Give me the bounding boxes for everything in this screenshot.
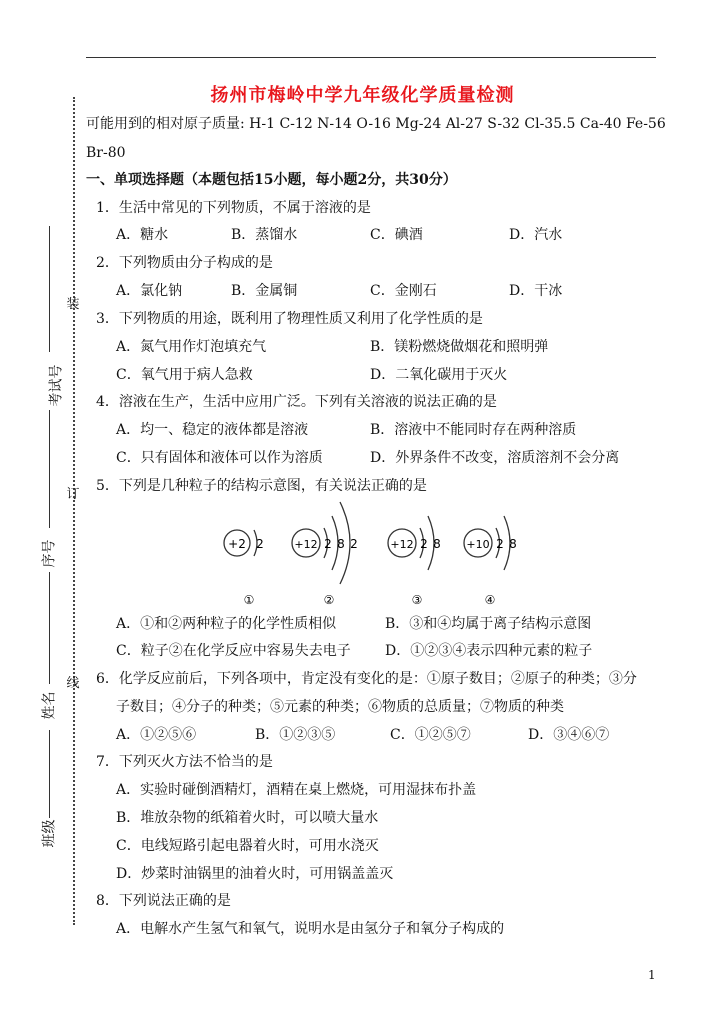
question-6-stem-line-2: 子数目；④分子的种类；⑤元素的种类；⑥物质的总质量；⑦物质的种类 xyxy=(116,699,564,715)
question-6-option-c: C．①②⑤⑦ xyxy=(390,727,471,743)
shell-electrons-2-2: 8 xyxy=(337,537,345,551)
bind-label-ding: 订 xyxy=(66,487,80,502)
question-3-stem: 3．下列物质的用途，既利用了物理性质又利用了化学性质的是 xyxy=(96,311,483,327)
question-4-option-d: D．外界条件不改变，溶质溶剂不会分离 xyxy=(370,450,620,466)
question-1-option-d: D．汽水 xyxy=(509,227,563,243)
question-1-option-c: C．碘酒 xyxy=(370,227,423,243)
question-2-option-b: B．金属铜 xyxy=(231,283,298,299)
diagram-label-4: ④ xyxy=(484,593,496,607)
bind-label-zhuang: 装 xyxy=(66,297,80,312)
question-7-option-b: B．堆放杂物的纸箱着火时，可以喷大量水 xyxy=(116,810,379,826)
question-7-option-a: A．实验时碰倒酒精灯，酒精在桌上燃烧，可用湿抹布扑盖 xyxy=(116,782,477,798)
nucleus-charge-4: +10 xyxy=(466,538,490,551)
diagram-label-1: ① xyxy=(243,593,255,607)
atomic-mass-line-2: Br-80 xyxy=(86,145,126,161)
question-6-stem-line-1: 6．化学反应前后，下列各项中，肯定没有变化的是：①原子数目；②原子的种类；③分 xyxy=(96,671,637,687)
atomic-mass-line-1: 可能用到的相对原子质量: H-1 C-12 N-14 O-16 Mg-24 Al-27 S-32 Cl-35.5 Ca-40 Fe-56 xyxy=(86,116,666,132)
question-4-option-a: A．均一、稳定的液体都是溶液 xyxy=(116,422,309,438)
question-1-option-b: B．蒸馏水 xyxy=(231,227,298,243)
question-1-option-a: A．糖水 xyxy=(116,227,169,243)
shell-electrons-2-3: 2 xyxy=(350,537,358,551)
atom-diagram-4 xyxy=(464,516,517,607)
question-2-option-c: C．金刚石 xyxy=(370,283,437,299)
binding-dotted-line xyxy=(73,97,75,925)
question-7-stem: 7．下列灭火方法不恰当的是 xyxy=(96,754,273,770)
page-title: 扬州市梅岭中学九年级化学质量检测 xyxy=(210,85,515,106)
question-8-option-a: A．电解水产生氢气和氧气，说明水是由氢分子和氧分子构成的 xyxy=(116,921,505,937)
nucleus-charge-3: +12 xyxy=(390,538,414,551)
atom-diagram-2 xyxy=(292,502,358,607)
question-4-option-c: C．只有固体和液体可以作为溶质 xyxy=(116,450,323,466)
question-7-option-c: C．电线短路引起电器着火时，可用水浇灭 xyxy=(116,838,379,854)
question-6-option-b: B．①②③⑤ xyxy=(255,727,336,743)
atom-diagram-3 xyxy=(388,516,441,607)
question-2-stem: 2．下列物质由分子构成的是 xyxy=(96,255,273,271)
diagram-label-2: ② xyxy=(323,593,335,607)
class-label: 班级 xyxy=(41,819,58,848)
name-underline xyxy=(49,572,50,684)
name-label: 姓名 xyxy=(41,691,58,720)
class-underline xyxy=(49,730,50,818)
nucleus-charge-2: +12 xyxy=(294,538,318,551)
question-6-option-d: D．③④⑥⑦ xyxy=(528,727,610,743)
seat-no-underline xyxy=(49,410,50,528)
question-5-option-c: C．粒子②在化学反应中容易失去电子 xyxy=(116,643,351,659)
header-rule xyxy=(86,57,656,58)
shell-electrons-4-2: 8 xyxy=(509,537,517,551)
question-2-option-d: D．干冰 xyxy=(509,283,563,299)
question-7-option-d: D．炒菜时油锅里的油着火时，可用锅盖盖灭 xyxy=(116,866,394,882)
shell-electrons-3-1: 2 xyxy=(420,537,428,551)
question-1-stem: 1．生活中常见的下列物质，不属于溶液的是 xyxy=(96,200,371,216)
exam-no-underline xyxy=(49,226,50,352)
shell-electrons-3-2: 8 xyxy=(433,537,441,551)
question-4-stem: 4．溶液在生产，生活中应用广泛。下列有关溶液的说法正确的是 xyxy=(96,394,497,410)
question-5-option-d: D．①②③④表示四种元素的粒子 xyxy=(385,643,593,659)
question-5-option-a: A．①和②两种粒子的化学性质相似 xyxy=(116,616,337,632)
shell-electrons-2-1: 2 xyxy=(324,537,332,551)
question-5-stem: 5．下列是几种粒子的结构示意图，有关说法正确的是 xyxy=(96,478,427,494)
question-3-option-c: C．氧气用于病人急救 xyxy=(116,367,253,383)
bind-label-xian: 线 xyxy=(66,676,80,691)
question-2-option-a: A．氯化钠 xyxy=(116,283,183,299)
page-number: 1 xyxy=(648,968,656,982)
question-3-option-d: D．二氧化碳用于灭火 xyxy=(370,367,508,383)
atom-structure-diagrams xyxy=(210,500,530,612)
section-heading xyxy=(86,171,457,189)
seat-no-label: 序号 xyxy=(41,539,58,568)
diagram-label-3: ③ xyxy=(411,593,423,607)
question-8-stem: 8．下列说法正确的是 xyxy=(96,893,231,909)
question-4-option-b: B．溶液中不能同时存在两种溶质 xyxy=(370,422,577,438)
question-3-option-b: B．镁粉燃烧做烟花和照明弹 xyxy=(370,339,549,355)
question-6-option-a: A．①②⑤⑥ xyxy=(116,727,197,743)
atom-diagram-1 xyxy=(224,530,264,607)
question-3-option-a: A．氮气用作灯泡填充气 xyxy=(116,339,267,355)
exam-no-label: 考试号 xyxy=(48,364,65,407)
shell-electrons-1-1: 2 xyxy=(256,537,264,551)
shell-electrons-4-1: 2 xyxy=(496,537,504,551)
question-5-option-b: B．③和④均属于离子结构示意图 xyxy=(385,616,592,632)
nucleus-charge-1: +2 xyxy=(228,537,246,551)
section-heading-text: 一、单项选择题（本题包括15小题，每小题2分，共30分） xyxy=(86,172,457,188)
